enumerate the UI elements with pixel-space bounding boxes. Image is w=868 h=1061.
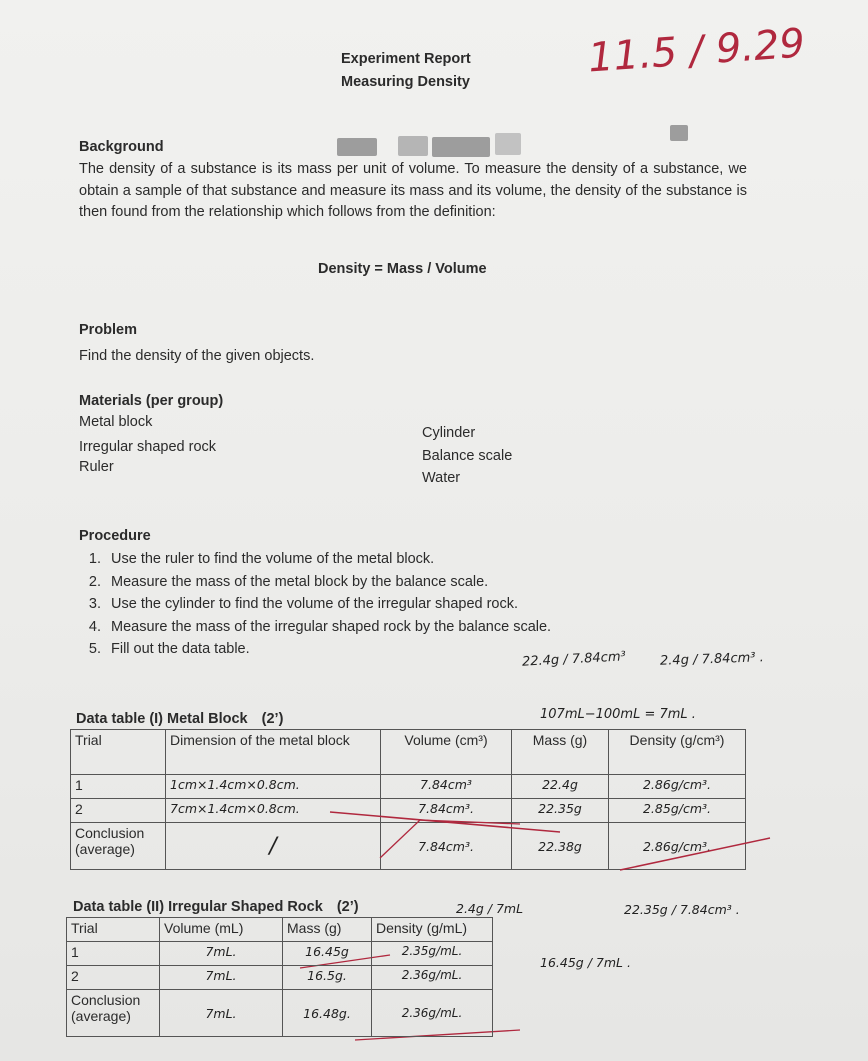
header-cell: Dimension of the metal block xyxy=(166,730,381,775)
procedure-step: 1. Use the ruler to find the volume of the metal block. xyxy=(105,548,551,571)
trial-cell: 2 xyxy=(67,966,160,990)
material-item: Cylinder xyxy=(422,425,476,441)
material-item: Ruler xyxy=(79,459,114,475)
problem-heading: Problem xyxy=(79,322,138,338)
problem-text: Find the density of the given objects. xyxy=(79,348,315,364)
volume-cell: 7mL. xyxy=(160,942,283,966)
procedure-step: 5. Fill out the data table. xyxy=(105,638,551,661)
density-cell: 2.85g/cm³. xyxy=(609,799,746,823)
density-cell: 2.86g/cm³. xyxy=(609,775,746,799)
trial-cell: Conclusion (average) xyxy=(67,990,160,1037)
density-cell: 2.86g/cm³. xyxy=(609,823,746,870)
density-formula: Density = Mass / Volume xyxy=(318,261,487,277)
table-row xyxy=(67,990,493,1037)
table-row xyxy=(67,942,493,966)
table1-points: (2’) xyxy=(261,711,284,727)
density-cell: 2.35g/mL. xyxy=(372,942,493,966)
table-row xyxy=(67,966,493,990)
volume-cell: 7mL. xyxy=(160,966,283,990)
mass-cell: 22.38g xyxy=(512,823,609,870)
volume-cell: 7.84cm³ xyxy=(381,775,512,799)
material-item: Irregular shaped rock xyxy=(79,439,217,455)
procedure-heading: Procedure xyxy=(79,528,151,544)
table2-title xyxy=(73,897,359,917)
mass-cell: 16.45g xyxy=(283,942,372,966)
header-cell: Volume (mL) xyxy=(160,918,283,942)
table2-title-text: Data table (II) Irregular Shaped Rock xyxy=(73,899,323,915)
header-cell: Density (g/cm³) xyxy=(609,730,746,775)
material-item: Metal block xyxy=(79,414,153,430)
dimension-cell: 1cm×1.4cm×0.8cm. xyxy=(166,775,381,799)
background-heading: Background xyxy=(79,139,164,155)
density-cell: 2.36g/mL. xyxy=(372,990,493,1037)
mass-cell: 22.4g xyxy=(512,775,609,799)
mass-cell: 22.35g xyxy=(512,799,609,823)
trial-cell: 2 xyxy=(71,799,166,823)
background-text: The density of a substance is its mass per unit of volume. To measure the density of a substance, we obtain a sample of that substance and measure its mass and its volume, the density of the substance is then found from the relationship which follows from the definition: xyxy=(79,161,747,220)
table-header-row xyxy=(67,918,493,942)
procedure-step: 2. Measure the mass of the metal block by the balance scale. xyxy=(105,571,551,594)
trial-cell: 1 xyxy=(71,775,166,799)
trial-cell: Conclusion (average) xyxy=(71,823,166,870)
handwritten-grade: 11.5 / 9.29 xyxy=(586,20,807,82)
note-calc-5: 22.35g / 7.84cm³ . xyxy=(624,902,740,917)
density-cell: 2.36g/mL. xyxy=(372,966,493,990)
rock-table xyxy=(66,917,493,1037)
materials-heading: Materials (per group) xyxy=(79,393,224,409)
report-title: Experiment Report xyxy=(341,51,471,67)
header-cell: Trial xyxy=(67,918,160,942)
header-cell: Volume (cm³) xyxy=(381,730,512,775)
table2-points: (2’) xyxy=(336,899,359,915)
note-calc-4: 2.4g / 7mL xyxy=(456,901,524,916)
table1-title-text: Data table (I) Metal Block xyxy=(76,711,248,727)
note-calc-2: 2.4g / 7.84cm³ . xyxy=(659,650,765,669)
note-calc-1: 22.4g / 7.84cm³ xyxy=(521,649,627,670)
note-calc-3: 107mL−100mL = 7mL . xyxy=(540,707,696,722)
material-item: Balance scale xyxy=(422,448,513,464)
note-calc-6: 16.45g / 7mL . xyxy=(540,955,631,970)
red-strike-1 xyxy=(330,812,560,832)
volume-cell: 7.84cm³. xyxy=(381,823,512,870)
header-cell: Density (g/mL) xyxy=(372,918,493,942)
red-strike-3 xyxy=(620,838,770,870)
mass-cell: 16.48g. xyxy=(283,990,372,1037)
report-subtitle: Measuring Density xyxy=(341,74,470,90)
mass-cell: 16.5g. xyxy=(283,966,372,990)
red-strike-2 xyxy=(380,820,520,858)
volume-cell: 7.84cm³. xyxy=(381,799,512,823)
dimension-cell: 7cm×1.4cm×0.8cm. xyxy=(166,799,381,823)
procedure-step: 4. Measure the mass of the irregular shaped rock by the balance scale. xyxy=(105,616,551,639)
material-item: Water xyxy=(422,470,461,486)
dimension-cell: / xyxy=(166,823,381,870)
header-cell: Mass (g) xyxy=(283,918,372,942)
procedure-step: 3. Use the cylinder to find the volume of the irregular shaped rock. xyxy=(105,593,551,616)
trial-cell: 1 xyxy=(67,942,160,966)
header-cell: Mass (g) xyxy=(512,730,609,775)
volume-cell: 7mL. xyxy=(160,990,283,1037)
header-cell: Trial xyxy=(71,730,166,775)
